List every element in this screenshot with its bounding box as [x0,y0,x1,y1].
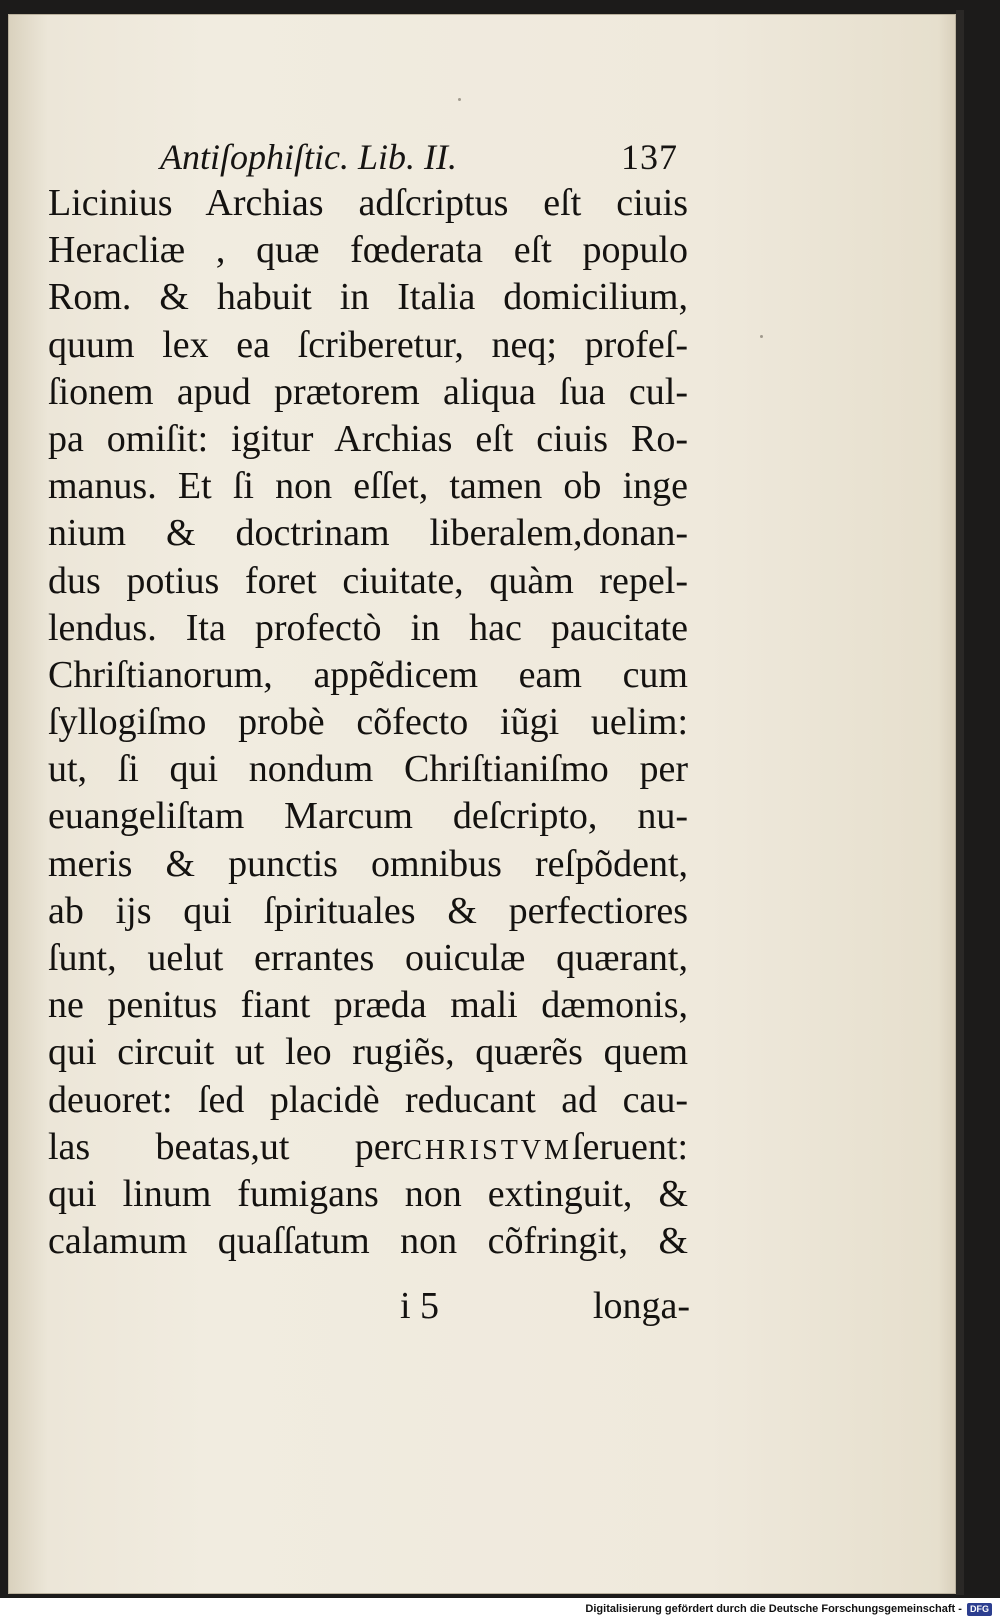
signature-mark: i 5 [400,1285,440,1327]
catchword: longa- [592,1285,690,1327]
text-line: ſunt, uelut errantes ouiculæ quærant, [48,937,688,979]
text-line: Heracliæ , quæ fœderata eſt populo [48,229,688,272]
page-footer [350,1281,690,1331]
text-line: ut, ſi qui nondum Chriſtianiſmo per [48,748,688,791]
running-head-title: Antiſophiſtic. Lib. II. [160,137,457,177]
body-text [48,180,688,1265]
page-number: 137 [621,137,678,177]
text-line: deuoret: ſed placidè reducant ad cau- [48,1078,688,1121]
running-head [150,132,690,182]
credit-text: Digitalisierung gefördert durch die Deutsche Forschungsgemeinschaft - [585,1603,962,1615]
text-line: Licinius Archias adſcriptus eſt ciuis [48,182,688,224]
text-line: dus potius foret ciuitate, quàm repel- [48,559,688,602]
text-line: qui linum fumigans non extinguit, & [48,1172,688,1215]
text-line [48,1124,688,1171]
text-line: nium & doctrinam liberalem,donan- [48,512,688,555]
text-line: lendus. Ita profectò in hac paucitate [48,606,688,649]
text-line: meris & punctis omnibus reſpõdent, [48,842,688,885]
text-line: ne penitus fiant præda mali dæmonis, [48,984,688,1027]
paper-speck [458,98,461,101]
christum-smallcaps: CHRISTVM [403,1134,572,1166]
text-line: pa omiſit: igitur Archias eſt ciuis Ro- [48,417,688,460]
text-line: ſyllogiſmo probè cõfecto iũgi uelim: [48,701,688,744]
text-segment: las beatas,ut per [48,1125,404,1168]
text-line: Rom. & habuit in Italia domicilium, [48,276,688,319]
page-edge-shadow [956,10,964,1595]
text-line: ſionem apud prætorem aliqua ſua cul- [48,370,688,413]
paper-speck [760,335,763,338]
text-line: qui circuit ut leo rugiẽs, quærẽs quem [48,1031,688,1074]
digitization-credit [585,1601,992,1617]
text-line: Chriſtianorum, appẽdicem eam cum [48,653,688,696]
text-line: calamum quaſſatum non cõfringit, & [48,1220,688,1263]
text-line: euangeliſtam Marcum deſcripto, nu- [48,795,688,838]
text-line: ab ijs qui ſpirituales & perfectiores [48,889,688,932]
text-segment: ſeruent: [571,1125,688,1168]
text-line: quum lex ea ſcriberetur, neq; profeſ- [48,323,688,366]
dfg-logo: DFG [967,1603,992,1616]
text-line: manus. Et ſi non eſſet, tamen ob inge [48,465,688,508]
